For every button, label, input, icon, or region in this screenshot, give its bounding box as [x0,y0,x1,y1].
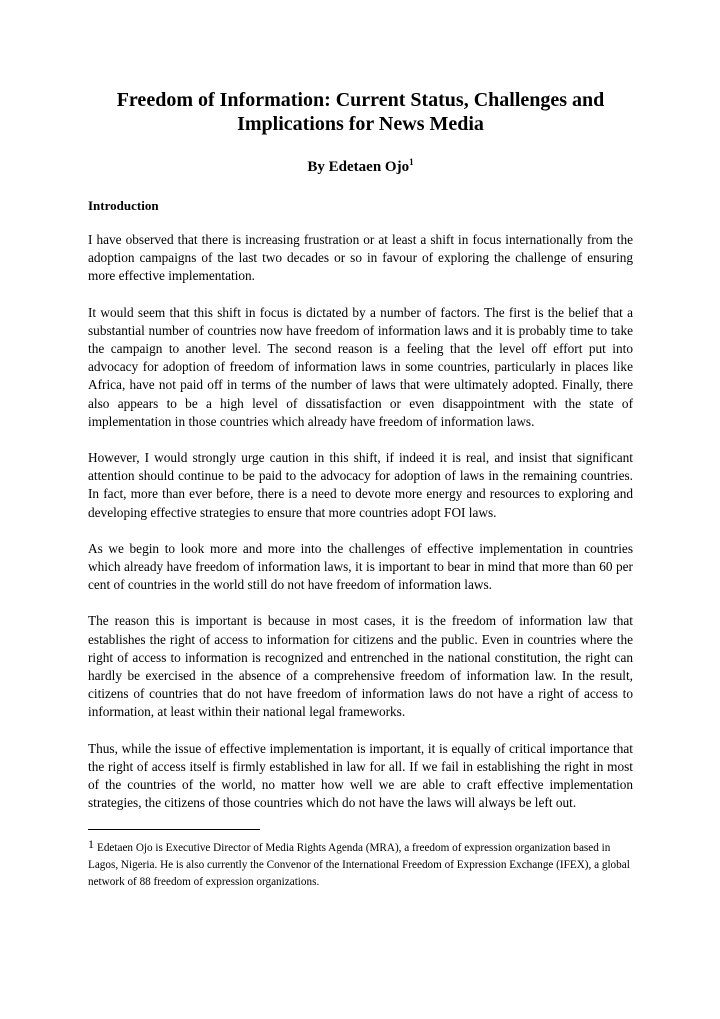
author-name: By Edetaen Ojo [307,159,410,175]
footnote-mark: 1 [88,837,94,852]
author-byline [88,158,633,176]
footnote-text: Edetaen Ojo is Executive Director of Media Rights Agenda (MRA), a freedom of expression organization based in Lagos, Nigeria. He is also currently the Convenor of the International Freedom of Expression Exchange (IFEX), a global network of 88 freedom of expression organizations. [88,842,630,889]
paragraph: It would seem that this shift in focus is dictated by a number of factors. The first is the belief that a substantial number of countries now have freedom of information laws and it is probably time to take the campaign to another level. The second reason is a feeling that the level off effort put into advocacy for adoption of freedom of information laws in some countries, particularly in places like Africa, have not paid off in terms of the number of laws that were ultimately adopted. Finally, there also appears to be a high level of dissatisfaction or even disappointment with the state of implementation in those countries which already have freedom of information laws. [88,304,633,429]
footnote-divider [88,829,260,830]
document-title: Freedom of Information: Current Status, Challenges and Implications for News Media [116,89,605,135]
document-page [88,88,633,903]
paragraph: Thus, while the issue of effective implementation is important, it is equally of critical importance that the right of access itself is firmly established in law for all. If we fail in establishing the right in most of the countries of the world, no matter how well we are able to craft effective implementation strategies, the citizens of those countries which do not have the laws will always be left out. [88,740,633,811]
paragraph: The reason this is important is because in most cases, it is the freedom of information law that establishes the right of access to information for citizens and the public. Even in countries where the right of access to information is recognized and entrenched in the national constitution, the right can hardly be exercised in the absence of a comprehensive freedom of information law. In the result, citizens of countries that do not have freedom of information laws do not have a right of access to information, at least within their national legal frameworks. [88,613,633,720]
section-heading: Introduction [88,198,159,213]
paragraph: I have observed that there is increasing frustration or at least a shift in focus internationally from the adoption campaigns of the last two decades or so in favour of exploring the challenge of ensuring more effective implementation. [88,232,633,284]
paragraph: However, I would strongly urge caution in this shift, if indeed it is real, and insist that significant attention should continue to be paid to the advocacy for adoption of laws in the remaining countries. In fact, more than ever before, there is a need to devote more energy and resources to exploring and developing effective strategies to ensure that more countries adopt FOI laws. [88,450,633,520]
footnote [88,837,633,891]
footnote-reference: 1 [409,157,414,167]
paragraph: As we begin to look more and more into the challenges of effective implementation in countries which already have freedom of information laws, it is important to bear in mind that more than 60 per cent of countries in the world still do not have freedom of information laws. [88,540,633,593]
